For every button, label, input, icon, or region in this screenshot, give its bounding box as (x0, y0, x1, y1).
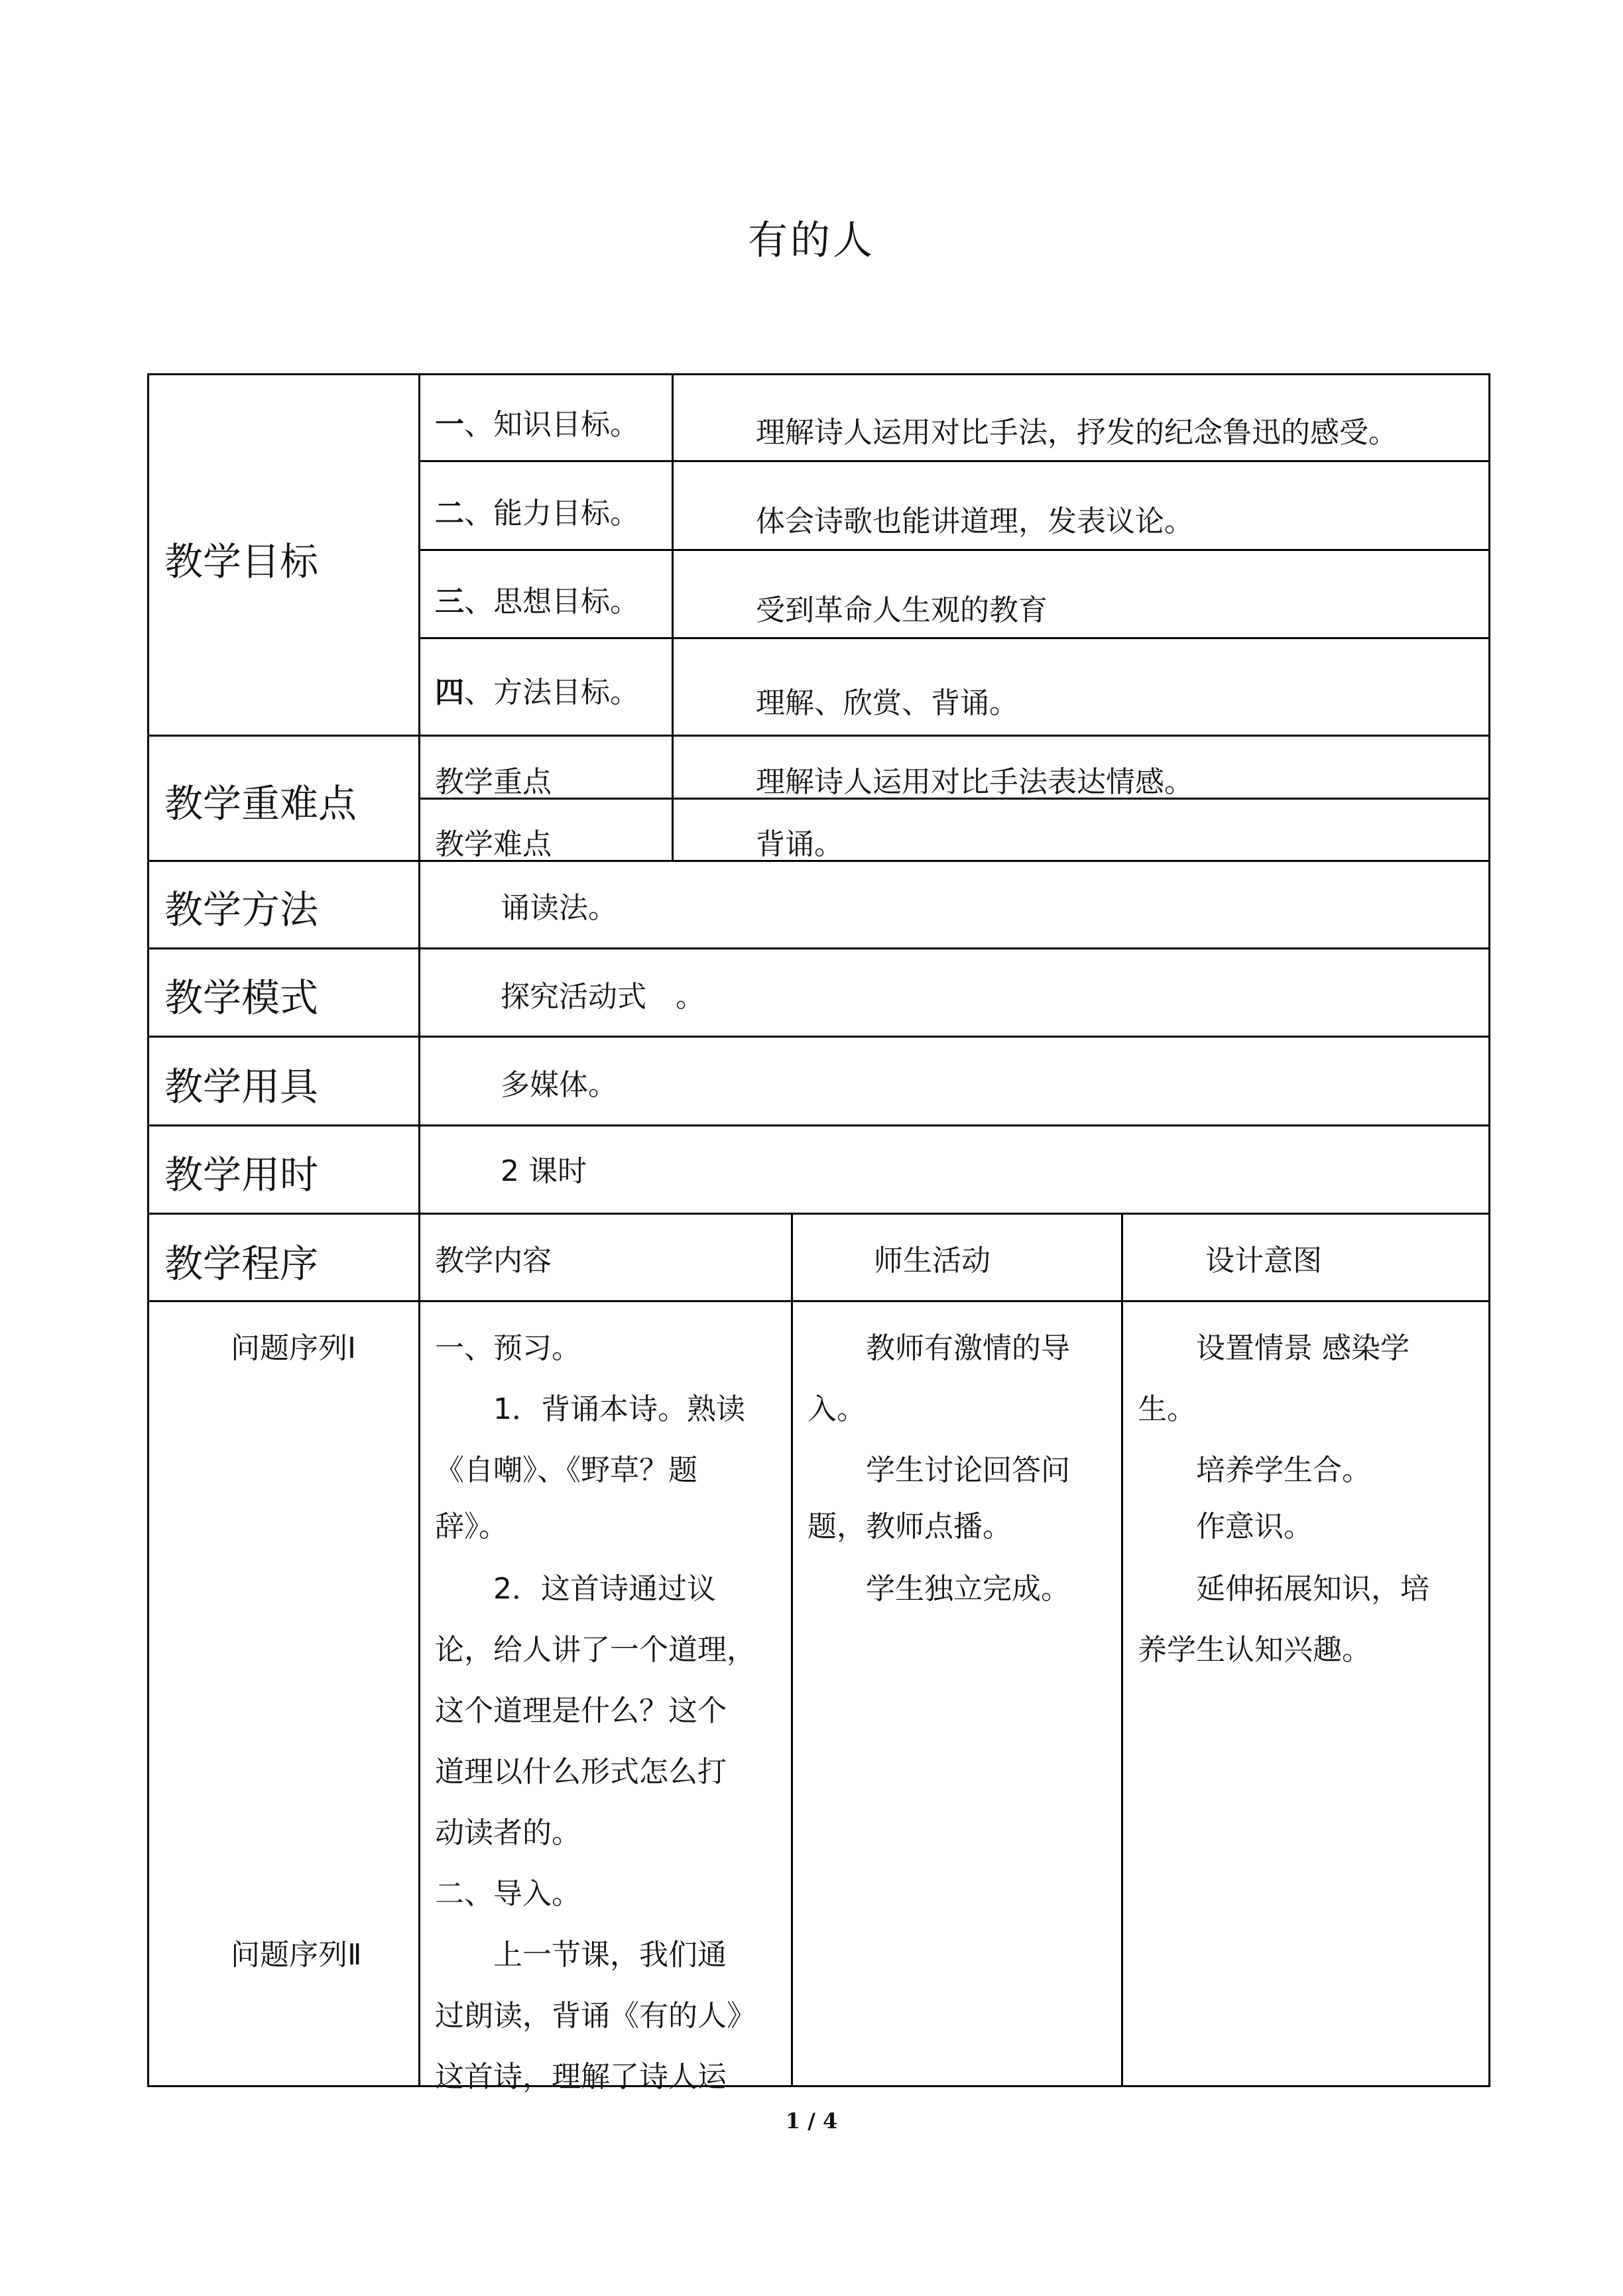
objective-thought-label: 三、思想目标。 (435, 585, 639, 619)
method-label: 教学方法 (164, 887, 319, 932)
table-border-right (1488, 373, 1490, 2087)
objective-ability-content: 体会诗歌也能讲道理，发表议论。 (756, 505, 1193, 538)
activity-line: 教师有激情的导 (808, 1331, 1070, 1365)
content-line: 上一节课，我们通 (435, 1938, 727, 1972)
activity-line: 题，教师点播。 (808, 1510, 1012, 1543)
question-series-1: 问题序列Ⅰ (231, 1331, 356, 1365)
activity-line: 入。 (808, 1392, 866, 1426)
content-line: 二、导入。 (435, 1877, 581, 1911)
column-header-content: 教学内容 (435, 1244, 552, 1278)
col-divider (791, 1213, 793, 2087)
column-header-intent: 设计意图 (1205, 1244, 1322, 1278)
intent-line: 作意识。 (1138, 1510, 1313, 1543)
activity-line: 学生独立完成。 (808, 1572, 1070, 1606)
intent-line: 生。 (1138, 1392, 1196, 1426)
content-line: 过朗读，背诵《有的人》 (435, 1999, 756, 2033)
key-point-content: 理解诗人运用对比手法表达情感。 (756, 765, 1193, 799)
objective-ability-label: 二、能力目标。 (435, 497, 639, 530)
key-points-label: 教学重难点 (164, 781, 357, 826)
page-number: 1 / 4 (785, 2108, 838, 2134)
content-line: 《自嘲》、《野草？题 (435, 1453, 697, 1487)
content-line: 论，给人讲了一个道理， (435, 1633, 756, 1667)
tools-value: 多媒体。 (501, 1068, 617, 1102)
difficult-point-label: 教学难点 (435, 827, 552, 861)
intent-line: 延伸拓展知识，培 (1138, 1572, 1429, 1606)
objective-thought-content: 受到革命人生观的教育 (756, 593, 1048, 627)
mode-label: 教学模式 (164, 975, 319, 1020)
difficult-point-content: 背诵。 (756, 827, 843, 861)
content-line: 1．背诵本诗。熟读 (435, 1392, 745, 1426)
mode-value: 探究活动式 。 (501, 980, 705, 1014)
procedure-label: 教学程序 (164, 1241, 319, 1286)
objective-method-content: 理解、欣赏、背诵。 (756, 686, 1018, 720)
table-border-bottom (147, 2085, 1490, 2087)
col-divider (418, 373, 420, 2087)
row-divider (147, 947, 1490, 949)
method-value: 诵读法。 (501, 891, 617, 925)
content-line: 辞》。 (435, 1510, 508, 1543)
objective-knowledge-content: 理解诗人运用对比手法，抒发的纪念鲁迅的感受。 (756, 416, 1398, 450)
table-border-top (147, 373, 1490, 375)
row-divider (147, 1124, 1490, 1126)
time-value: 2 课时 (501, 1154, 587, 1188)
content-line: 这首诗，理解了诗人运 (435, 2060, 727, 2094)
objectives-label: 教学目标 (164, 539, 319, 584)
row-divider (419, 637, 1490, 639)
row-divider (147, 1300, 1490, 1302)
row-divider (147, 1213, 1490, 1215)
key-point-label: 教学重点 (435, 765, 552, 799)
content-line: 2．这首诗通过议 (435, 1572, 716, 1606)
col-divider (672, 373, 674, 860)
time-label: 教学用时 (164, 1152, 319, 1197)
objective-knowledge-label: 一、知识目标。 (435, 408, 639, 442)
row-divider (147, 1036, 1490, 1038)
row-divider (147, 735, 1490, 737)
col-divider (1121, 1213, 1123, 2087)
intent-line: 养学生认知兴趣。 (1138, 1633, 1371, 1667)
table-border-left (147, 373, 149, 2087)
row-divider (419, 460, 1490, 462)
tools-label: 教学用具 (164, 1064, 319, 1109)
page-title: 有的人 (748, 217, 875, 264)
row-divider (419, 549, 1490, 551)
question-series-2: 问题序列Ⅱ (231, 1938, 362, 1972)
column-header-activity: 师生活动 (874, 1244, 991, 1278)
content-line: 动读者的。 (435, 1816, 581, 1850)
content-line: 这个道理是什么？这个 (435, 1694, 727, 1728)
objective-method-label: 四、方法目标。 (435, 676, 639, 709)
intent-line: 设置情景 感染学 (1138, 1331, 1410, 1365)
content-line: 一、预习。 (435, 1331, 581, 1365)
intent-line: 培养学生合。 (1138, 1453, 1371, 1487)
content-line: 道理以什么形式怎么打 (435, 1755, 727, 1789)
activity-line: 学生讨论回答问 (808, 1453, 1070, 1487)
